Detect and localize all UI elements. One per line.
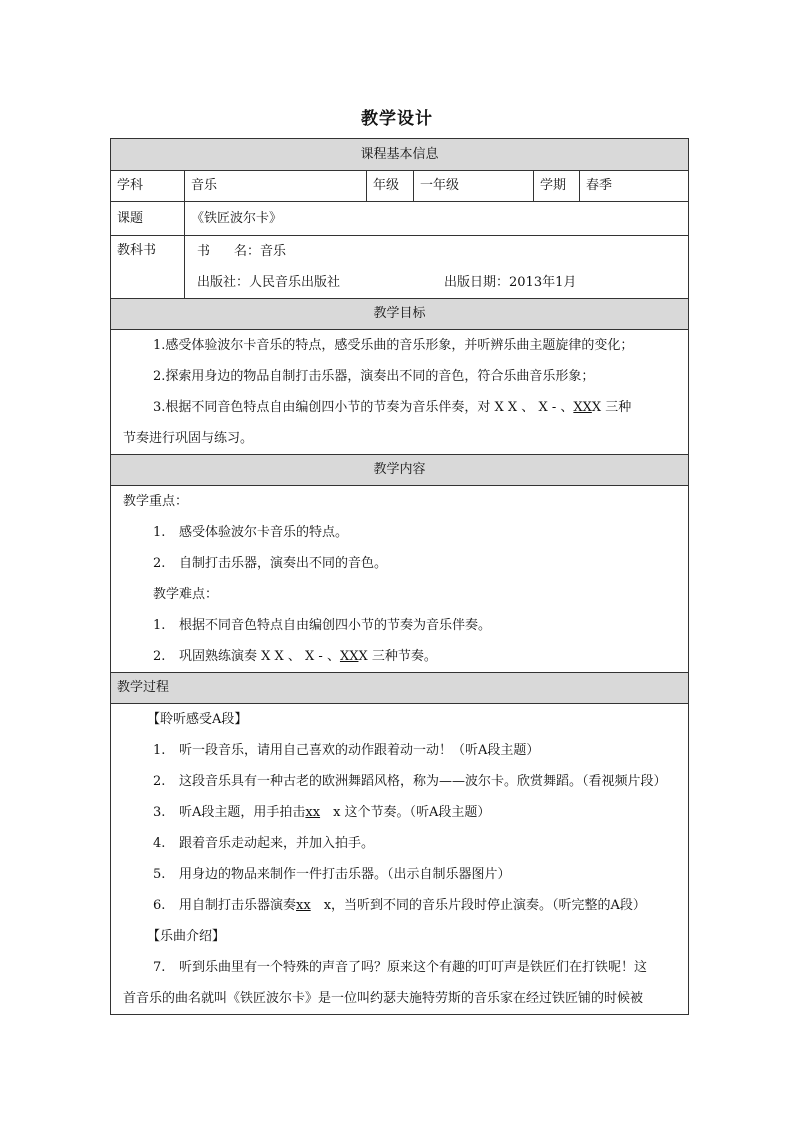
textbook-label: 教科书 <box>111 236 185 299</box>
document-title: 教学设计 <box>361 109 433 129</box>
step-1: 1. 听一段音乐，请用自己喜欢的动作跟着动一动！（听A段主题） <box>153 742 540 758</box>
goal-3: 3.根据不同音色特点自由编创四小节的节奏为音乐伴奏，对 X X 、 X - 、 XX X 三种 <box>153 399 632 415</box>
process-block <box>111 704 689 1015</box>
subject-label: 学科 <box>111 171 185 202</box>
basic-info-header: 课程基本信息 <box>111 139 689 171</box>
lesson-value: 《铁匠波尔卡》 <box>185 202 689 236</box>
difficult-point-1: 1. 根据不同音色特点自由编创四小节的节奏为音乐伴奏。 <box>153 617 492 633</box>
grade-value: 一年级 <box>414 171 534 202</box>
term-label: 学期 <box>534 171 580 202</box>
book-name: 名：音乐 <box>234 243 287 259</box>
step-4: 4. 跟着音乐走动起来，并加入拍手。 <box>153 835 375 851</box>
subject-value: 音乐 <box>185 171 367 202</box>
step-2: 2. 这段音乐具有一种古老的欧洲舞蹈风格，称为——波尔卡。欣赏舞蹈。（看视频片段） <box>153 773 667 789</box>
process-header: 教学过程 <box>111 673 689 704</box>
textbook-info <box>185 236 689 299</box>
book-prefix: 书 <box>197 243 211 259</box>
term-value: 春季 <box>580 171 689 202</box>
step-3: 3. 听A段主题，用手拍击 xx x 这个节奏。（听A段主题） <box>153 804 491 820</box>
lesson-label: 课题 <box>111 202 185 236</box>
content-block <box>111 486 689 673</box>
section-intro-heading: 【乐曲介绍】 <box>147 928 226 944</box>
section-a-heading: 【聆听感受A段】 <box>147 711 248 727</box>
goal-1: 1.感受体验波尔卡音乐的特点，感受乐曲的音乐形象，并听辨乐曲主题旋律的变化； <box>153 337 634 353</box>
goal-3-continued: 节奏进行巩固与练习。 <box>123 430 254 446</box>
difficult-point-2: 2. 巩固熟练演奏 X X 、 X - 、 XX X 三种节奏。 <box>153 648 437 664</box>
lesson-plan-table <box>110 138 689 1015</box>
step-7: 7. 听到乐曲里有一个特殊的声音了吗？原来这个有趣的叮叮声是铁匠们在打铁呢！这 <box>153 959 648 975</box>
key-point-2: 2. 自制打击乐器，演奏出不同的音色。 <box>153 555 388 571</box>
key-points-label: 教学重点： <box>123 493 189 509</box>
goals-block <box>111 330 689 455</box>
publish-date: 出版日期：2013年1月 <box>444 274 577 290</box>
content-header: 教学内容 <box>111 455 689 486</box>
difficult-label: 教学难点： <box>153 586 219 602</box>
goals-header: 教学目标 <box>111 299 689 330</box>
grade-label: 年级 <box>367 171 414 202</box>
step-6: 6. 用自制打击乐器演奏 xx x，当听到不同的音乐片段时停止演奏。（听完整的A段） <box>153 897 646 913</box>
key-point-1: 1. 感受体验波尔卡音乐的特点。 <box>153 524 349 540</box>
publisher: 出版社：人民音乐出版社 <box>197 274 341 290</box>
step-7-continued: 首音乐的曲名就叫《铁匠波尔卡》是一位叫约瑟夫施特劳斯的音乐家在经过铁匠铺的时候被 <box>123 990 644 1006</box>
step-5: 5. 用身边的物品来制作一件打击乐器。（出示自制乐器图片） <box>153 866 511 882</box>
goal-2: 2.探索用身边的物品自制打击乐器，演奏出不同的音色，符合乐曲音乐形象； <box>153 368 595 384</box>
